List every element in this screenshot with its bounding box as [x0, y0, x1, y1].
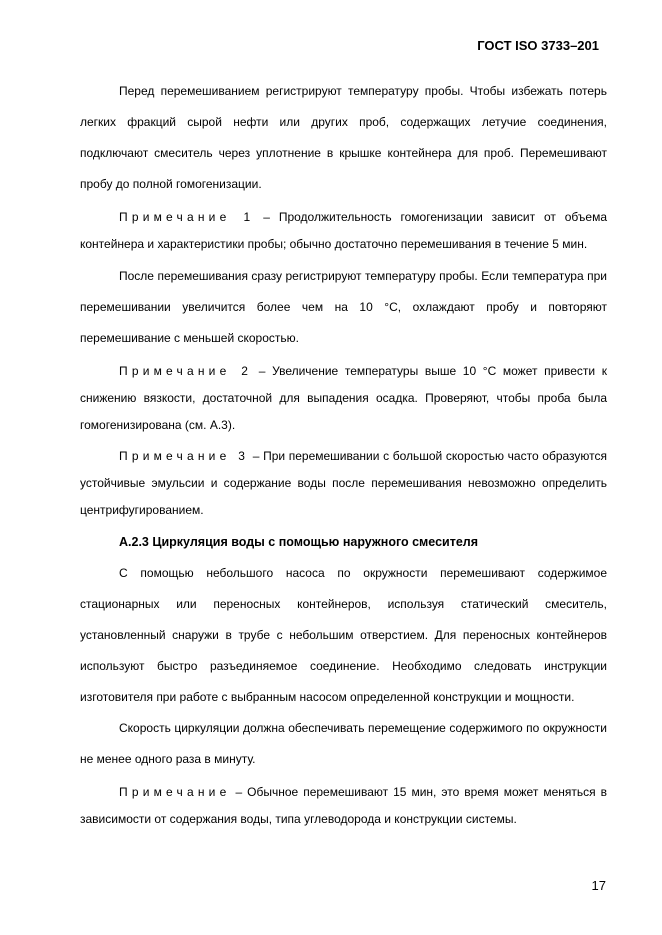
note-4-label: Примечание	[119, 785, 231, 799]
document-header: ГОСТ ISO 3733–201	[477, 38, 599, 53]
section-heading: А.2.3 Циркуляция воды с помощью наружного смесителя	[119, 535, 479, 549]
page-number: 17	[591, 878, 606, 893]
paragraph-mixing-temperature: Перед перемешиванием регистрируют температуру пробы. Чтобы избежать потерь легких фракций сырой нефти или других проб, содержащих летучие соединения, подключают смеситель через уплотнение в крышке контейнера для проб. Перемешивают пробу до полной гомогенизации.	[80, 84, 607, 191]
note-4-text: – Обычное перемешивают 15 мин, это время может меняться в зависимости от содержания воды, типа углеводорода и конструкции системы.	[80, 785, 607, 826]
page-content	[80, 76, 607, 836]
note-3-text: – При перемешивании с большой скоростью часто образуются устойчивые эмульсии и содержание воды после перемешивания невозможно определить центрифугированием.	[80, 449, 607, 517]
note-2-text: – Увеличение температуры выше 10 °С может привести к снижению вязкости, достаточной для выпадения осадка. Проверяют, чтобы проба была гомогенизирована (см. А.3).	[80, 364, 607, 432]
note-1-text: – Продолжительность гомогенизации зависит от объема контейнера и характеристики пробы; обычно достаточно перемешивания в течение 5 мин.	[80, 210, 607, 251]
note-1-label: Примечание 1	[119, 210, 255, 224]
note-3	[80, 443, 607, 524]
note-1	[80, 204, 607, 258]
paragraph-after-mixing: После перемешивания сразу регистрируют температуру пробы. Если температура при перемешивании увеличится более чем на 10 °С, охлаждают пробу и повторяют перемешивание с меньшей скоростью.	[80, 269, 607, 345]
note-3-label: Примечание 3	[119, 449, 250, 463]
note-2-label: Примечание 2	[119, 364, 253, 378]
paragraph-circulation: С помощью небольшого насоса по окружности перемешивают содержимое стационарных или переносных контейнеров, используя статический смеситель, установленный снаружи в трубе с небольшим отверстием. Для переносных контейнеров используют быстро разъединяемое соединение. Необходимо следовать инструкции изготовителя при работе с выбранным насосом определенной конструкции и мощности.	[80, 566, 607, 704]
paragraph-circulation-speed: Скорость циркуляции должна обеспечивать перемещение содержимого по окружности не менее одного раза в минуту.	[80, 721, 607, 766]
note-2	[80, 358, 607, 439]
note-4	[80, 779, 607, 833]
